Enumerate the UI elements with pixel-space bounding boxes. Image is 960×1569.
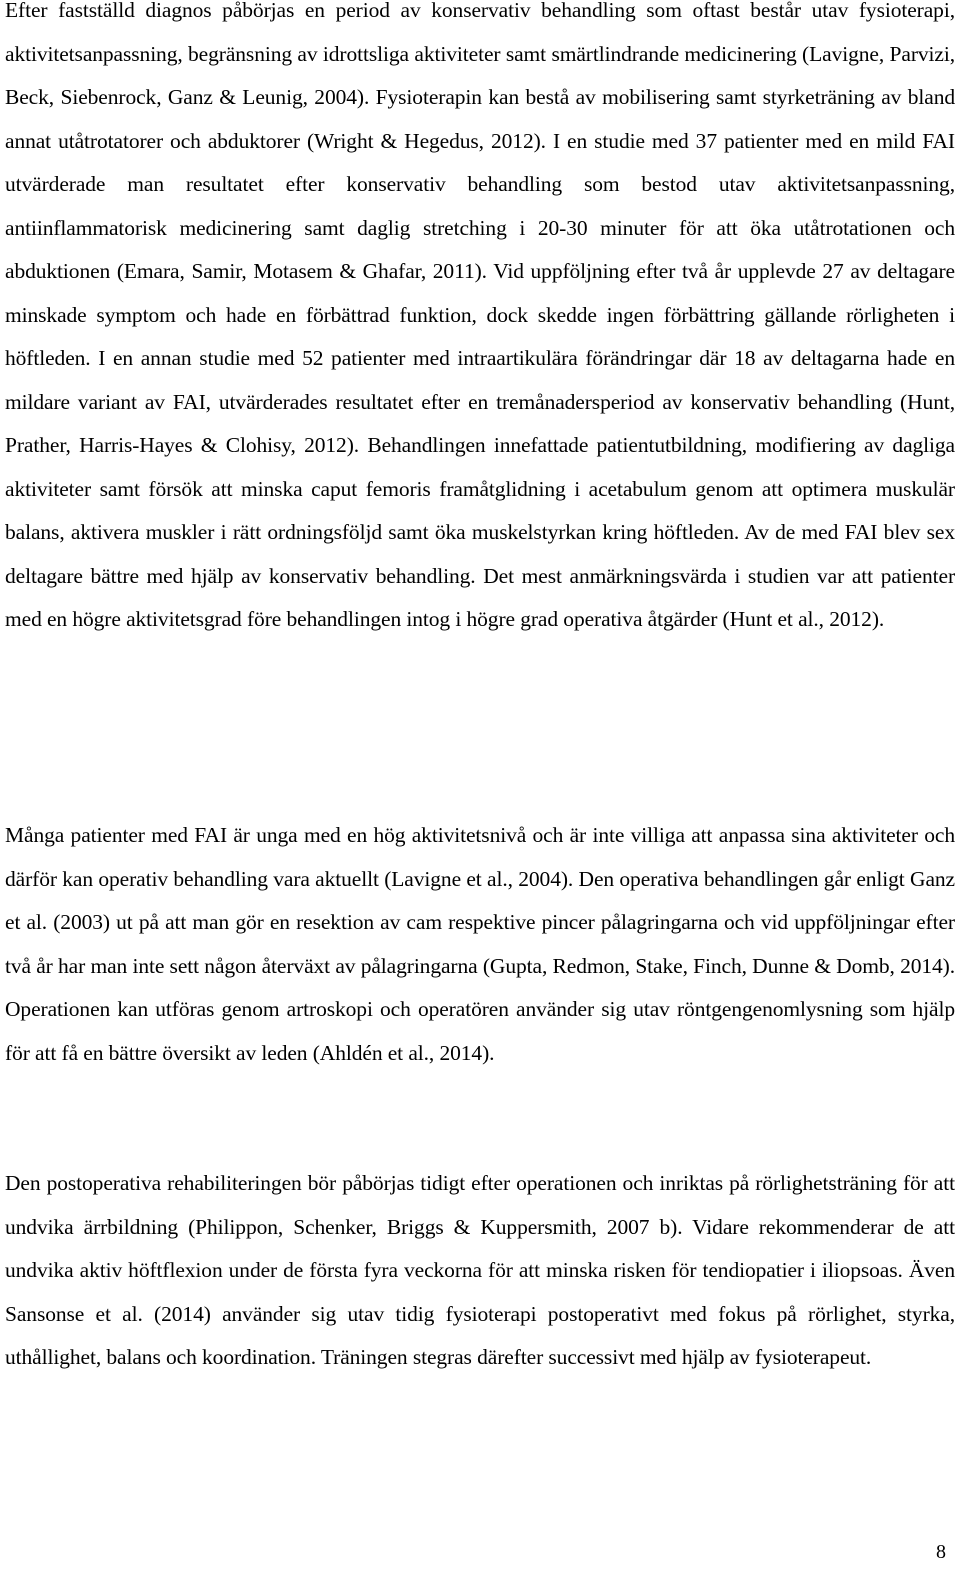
- page-number: 8: [936, 1541, 946, 1563]
- body-paragraph-2: Många patienter med FAI är unga med en hög aktivitetsnivå och är inte villiga att anpassa sina aktiviteter och därför kan operativ behandling vara aktuellt (Lavigne et al., 2004). Den operativa behandlingen går enligt Ganz et al. (2003) ut på att man gör en resektion av cam respektive pincer pålagringarna och vid uppföljningar efter två år har man inte sett någon återväxt av pålagringarna (Gupta, Redmon, Stake, Finch, Dunne & Domb, 2014). Operationen kan utföras genom artroskopi och operatören använder sig utav röntgengenomlysning som hjälp för att få en bättre översikt av leden (Ahldén et al., 2014).: [5, 823, 955, 1065]
- body-paragraph-3: Den postoperativa rehabiliteringen bör påbörjas tidigt efter operationen och inriktas på rörlighetsträning för att undvika ärrbildning (Philippon, Schenker, Briggs & Kuppersmith, 2007 b). Vidare rekommenderar de att undvika aktiv höftflexion under de första fyra veckorna för att minska risken för tendiopatier i iliopsoas. Även Sansonse et al. (2014) använder sig utav tidig fysioterapi postoperativt med fokus på rörlighet, styrka, uthållighet, balans och koordination. Träningen stegras därefter successivt med hjälp av fysioterapeut.: [5, 1171, 955, 1369]
- body-paragraph-1: Efter fastställd diagnos påbörjas en period av konservativ behandling som oftast består utav fysioterapi, aktivitetsanpassning, begränsning av idrottsliga aktiviteter samt smärtlindrande medicinering (Lavigne, Parvizi, Beck, Siebenrock, Ganz & Leunig, 2004). Fysioterapin kan bestå av mobilisering samt styrketräning av bland annat utåtrotatorer och abduktorer (Wright & Hegedus, 2012). I en studie med 37 patienter med en mild FAI utvärderade man resultatet efter konservativ behandling som bestod utav aktivitetsanpassning, antiinflammatorisk medicinering samt daglig stretching i 20-30 minuter för att öka utåtrotationen och abduktionen (Emara, Samir, Motasem & Ghafar, 2011). Vid uppföljning efter två år upplevde 27 av deltagare minskade symptom och hade en förbättrad funktion, dock skedde ingen förbättring gällande rörligheten i höftleden. I en annan studie med 52 patienter med intraartikulära förändringar där 18 av deltagarna hade en mildare variant av FAI, utvärderades resultatet efter en tremånadersperiod av konservativ behandling (Hunt, Prather, Harris-Hayes & Clohisy, 2012). Behandlingen innefattade patientutbildning, modifiering av dagliga aktiviteter samt försök att minska caput femoris framåtglidning i acetabulum genom att optimera muskulär balans, aktivera muskler i rätt ordningsföljd samt öka muskelstyrkan kring höftleden. Av de med FAI blev sex deltagare bättre med hjälp av konservativ behandling. Det mest anmärkningsvärda i studien var att patienter med en högre aktivitetsgrad före behandlingen intog i högre grad operativa åtgärder (Hunt et al., 2012).: [5, 0, 955, 631]
